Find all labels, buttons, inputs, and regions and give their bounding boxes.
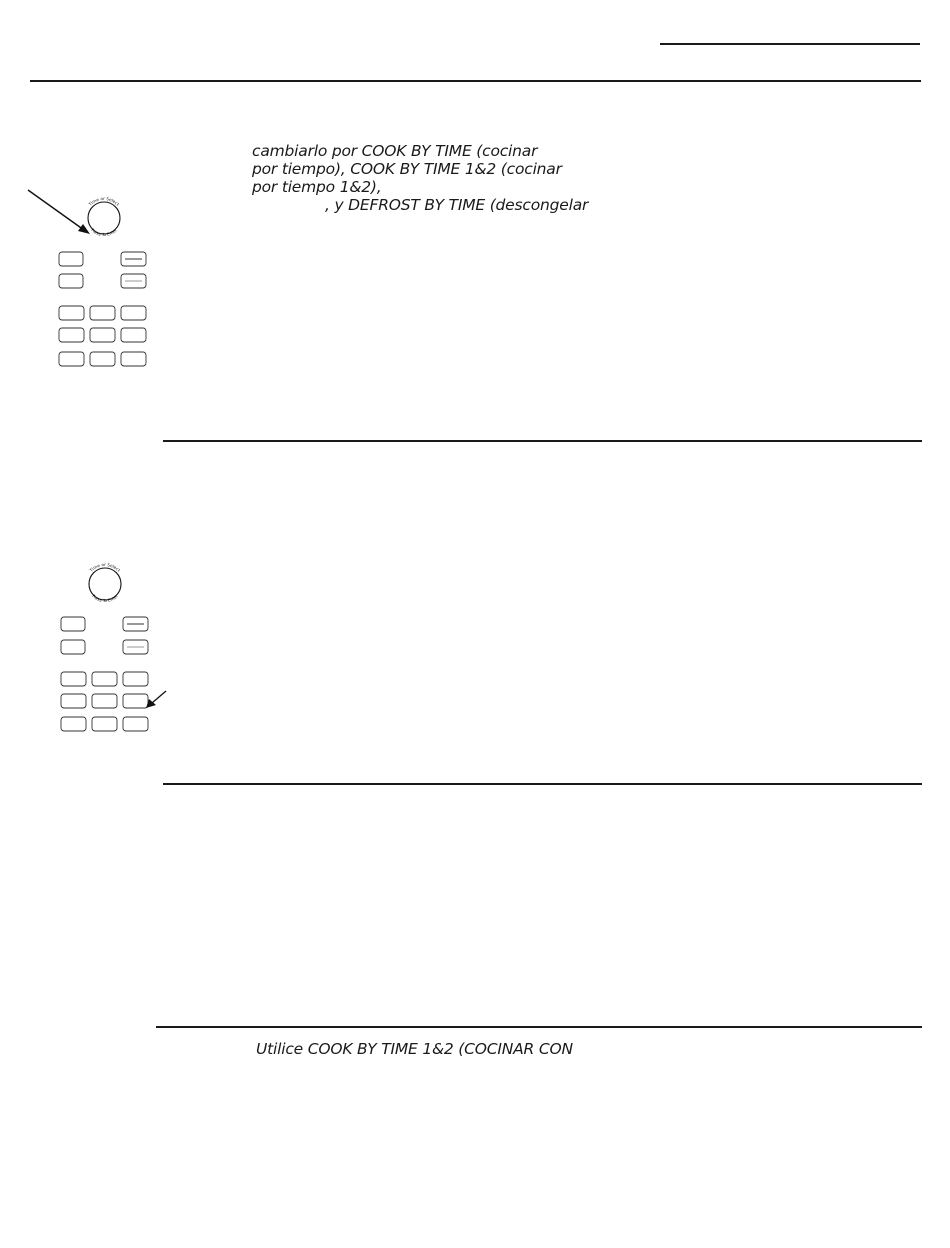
control-panel-illustration-1 <box>28 188 148 388</box>
section1-line-1: cambiarlo por COOK BY TIME (cocinar <box>252 142 538 160</box>
section-divider-3 <box>156 1026 922 1028</box>
keypad-grid <box>59 306 146 366</box>
header-short-rule <box>660 43 920 45</box>
section4-line-1: Utilice COOK BY TIME 1&2 (COCINAR CON <box>256 1040 573 1058</box>
section1-line-2: por tiempo), COOK BY TIME 1&2 (cocinar <box>252 160 562 178</box>
pointer-arrow-head <box>78 224 90 234</box>
section-divider-2 <box>163 783 922 785</box>
keypad-grid <box>61 672 148 731</box>
control-panel-drawing-1 <box>28 188 158 378</box>
pointer-arrow-line <box>152 691 166 703</box>
section1-line-4: , y DEFROST BY TIME (descongelar <box>325 196 589 214</box>
pointer-arrow-line <box>28 190 84 230</box>
section1-line-3: por tiempo 1&2), <box>252 178 382 196</box>
dial-top-label: Time or Select <box>88 562 122 573</box>
control-panel-illustration-2 <box>30 552 150 752</box>
header-rule <box>30 80 921 82</box>
dial-bottom-label: Press To Enter <box>90 227 118 238</box>
control-panel-drawing-2 <box>30 552 170 742</box>
dial-bottom-label: Press To Enter <box>91 593 119 604</box>
dial-top-label: Time or Select <box>87 195 121 207</box>
section-divider-1 <box>163 440 922 442</box>
